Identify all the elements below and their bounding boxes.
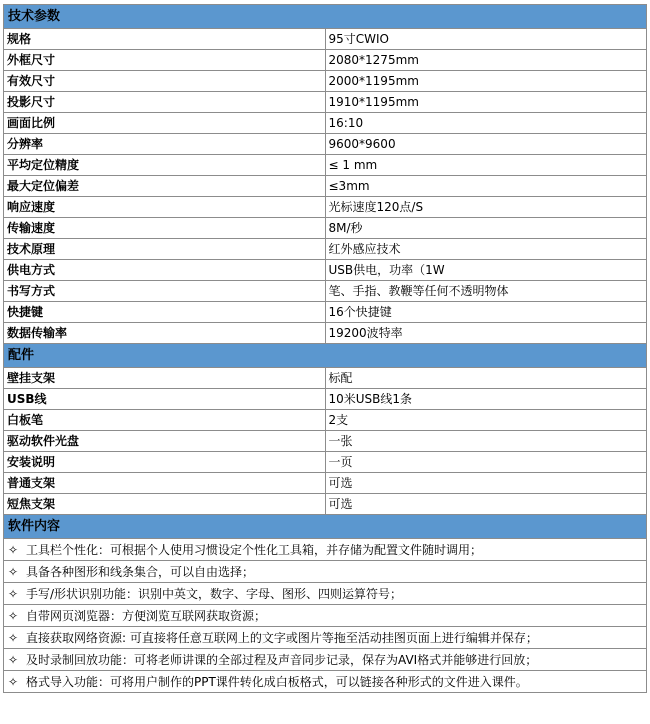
table-row xyxy=(4,29,647,50)
software-feature xyxy=(4,605,647,627)
row-label: 书写方式 xyxy=(4,281,326,302)
row-label: 画面比例 xyxy=(4,113,326,134)
table-row xyxy=(4,494,647,515)
row-value: 一张 xyxy=(325,431,647,452)
feature-text: 具备各种图形和线条集合，可以自由选择； xyxy=(26,564,255,579)
row-value: 19200波特率 xyxy=(325,323,647,344)
row-label: 响应速度 xyxy=(4,197,326,218)
section-header-software xyxy=(4,515,647,539)
row-value: 红外感应技术 xyxy=(325,239,647,260)
diamond-bullet-icon: ✧ xyxy=(8,586,19,601)
feature-text: 工具栏个性化：可根据个人使用习惯设定个性化工具箱，并存储为配置文件随时调用； xyxy=(26,542,483,557)
row-label: 壁挂支架 xyxy=(4,368,326,389)
row-label: 技术原理 xyxy=(4,239,326,260)
table-row xyxy=(4,113,647,134)
row-label: 普通支架 xyxy=(4,473,326,494)
diamond-bullet-icon: ✧ xyxy=(8,630,19,645)
row-value: 1910*1195mm xyxy=(325,92,647,113)
row-value: 光标速度120点/S xyxy=(325,197,647,218)
table-row xyxy=(4,473,647,494)
row-label: 数据传输率 xyxy=(4,323,326,344)
spec-sheet xyxy=(3,4,647,720)
software-feature xyxy=(4,583,647,605)
table-row xyxy=(4,452,647,473)
diamond-bullet-icon: ✧ xyxy=(8,542,19,557)
row-label: 规格 xyxy=(4,29,326,50)
feature-text: 直接获取网络资源: 可直接将任意互联网上的文字或图片等拖至活动挂图页面上进行编辑并保存； xyxy=(26,630,538,645)
row-label: 白板笔 xyxy=(4,410,326,431)
row-label: 驱动软件光盘 xyxy=(4,431,326,452)
feature-text: 格式导入功能：可将用户制作的PPT课件转化成白板格式，可以链接各种形式的文件进入课件。 xyxy=(26,674,528,689)
row-value: 16个快捷键 xyxy=(325,302,647,323)
table-row xyxy=(4,260,647,281)
list-item xyxy=(4,561,647,583)
row-value: 8M/秒 xyxy=(325,218,647,239)
row-value: ≤3mm xyxy=(325,176,647,197)
row-value: 可选 xyxy=(325,473,647,494)
row-value: 标配 xyxy=(325,368,647,389)
list-item xyxy=(4,671,647,693)
row-value: 9600*9600 xyxy=(325,134,647,155)
table-row xyxy=(4,431,647,452)
table-row xyxy=(4,323,647,344)
table-row xyxy=(4,176,647,197)
feature-text: 及时录制回放功能：可将老师讲课的全部过程及声音同步记录，保存为AVI格式并能够进行回放； xyxy=(26,652,538,667)
table-row xyxy=(4,92,647,113)
software-feature xyxy=(4,539,647,561)
software-feature xyxy=(4,671,647,693)
row-label: 短焦支架 xyxy=(4,494,326,515)
row-value: 16:10 xyxy=(325,113,647,134)
row-value: 笔、手指、教鞭等任何不透明物体 xyxy=(325,281,647,302)
table-row xyxy=(4,368,647,389)
spec-table xyxy=(3,4,647,693)
row-label: 分辨率 xyxy=(4,134,326,155)
software-feature xyxy=(4,649,647,671)
row-label: USB线 xyxy=(4,389,326,410)
row-label: 有效尺寸 xyxy=(4,71,326,92)
table-row xyxy=(4,134,647,155)
row-value: 2080*1275mm xyxy=(325,50,647,71)
list-item xyxy=(4,539,647,561)
table-row xyxy=(4,389,647,410)
row-label: 安装说明 xyxy=(4,452,326,473)
row-label: 最大定位偏差 xyxy=(4,176,326,197)
table-row xyxy=(4,239,647,260)
list-item xyxy=(4,627,647,649)
table-row xyxy=(4,281,647,302)
table-row xyxy=(4,197,647,218)
section-title: 软件内容 xyxy=(4,515,647,539)
diamond-bullet-icon: ✧ xyxy=(8,608,19,623)
row-label: 快捷键 xyxy=(4,302,326,323)
diamond-bullet-icon: ✧ xyxy=(8,564,19,579)
row-label: 传输速度 xyxy=(4,218,326,239)
row-value: 一页 xyxy=(325,452,647,473)
table-row xyxy=(4,302,647,323)
row-value: 2000*1195mm xyxy=(325,71,647,92)
diamond-bullet-icon: ✧ xyxy=(8,652,19,667)
table-row xyxy=(4,410,647,431)
feature-text: 自带网页浏览器：方便浏览互联网获取资源； xyxy=(26,608,267,623)
list-item xyxy=(4,649,647,671)
diamond-bullet-icon: ✧ xyxy=(8,674,19,689)
section-title: 技术参数 xyxy=(4,5,647,29)
software-feature xyxy=(4,561,647,583)
row-value: 95寸CWIO xyxy=(325,29,647,50)
row-value: 2支 xyxy=(325,410,647,431)
list-item xyxy=(4,583,647,605)
row-value: ≤ 1 mm xyxy=(325,155,647,176)
row-label: 供电方式 xyxy=(4,260,326,281)
row-label: 外框尺寸 xyxy=(4,50,326,71)
row-value: USB供电，功率（1W xyxy=(325,260,647,281)
table-row xyxy=(4,50,647,71)
list-item xyxy=(4,605,647,627)
software-feature xyxy=(4,627,647,649)
row-value: 可选 xyxy=(325,494,647,515)
row-value: 10米USB线1条 xyxy=(325,389,647,410)
row-label: 投影尺寸 xyxy=(4,92,326,113)
table-row xyxy=(4,71,647,92)
row-label: 平均定位精度 xyxy=(4,155,326,176)
section-header-accessories xyxy=(4,344,647,368)
feature-text: 手写/形状识别功能：识别中英文，数字、字母、图形、四则运算符号； xyxy=(26,586,403,601)
table-row xyxy=(4,155,647,176)
section-header-specs xyxy=(4,5,647,29)
section-title: 配件 xyxy=(4,344,647,368)
table-row xyxy=(4,218,647,239)
